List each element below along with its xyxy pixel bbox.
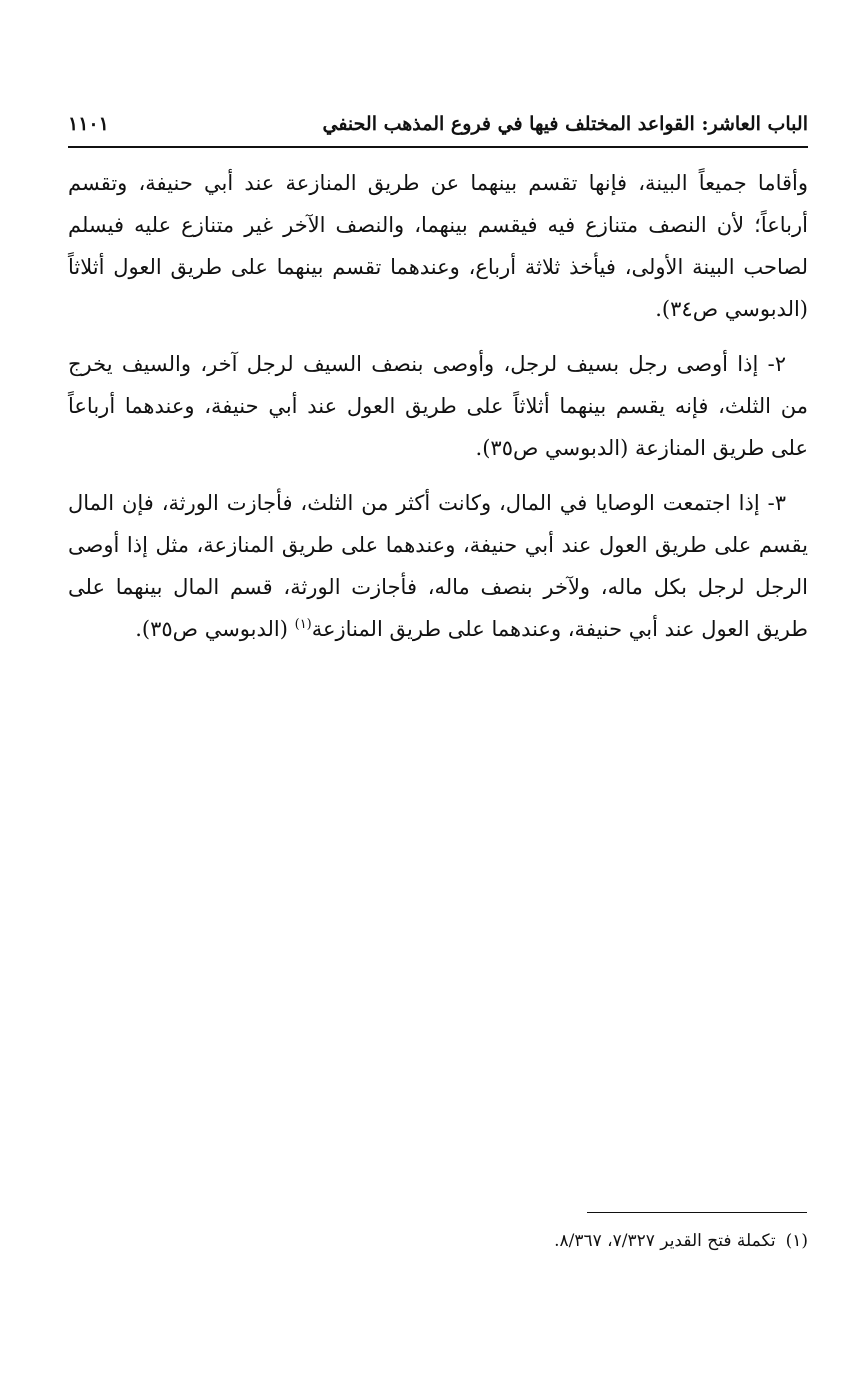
footnote — [68, 1226, 808, 1256]
footnote-text: تكملة فتح القدير ٧/٣٢٧، ٨/٣٦٧. — [554, 1231, 776, 1251]
paragraph-item-2: ٢- إذا أوصى رجل بسيف لرجل، وأوصى بنصف السيف لرجل آخر، والسيف يخرج من الثلث، فإنه يقسم بينهما أثلاثاً على طريق العول عند أبي حنيفة، وعندهما أرباعاً على طريق المنازعة (الدبوسي ص٣٥). — [68, 352, 808, 460]
page-header — [68, 106, 808, 142]
header-divider — [68, 146, 808, 148]
footnote-reference: (١) — [294, 617, 312, 632]
page-number: ١١٠١ — [68, 113, 109, 135]
footnote-mark: (١) — [785, 1231, 808, 1251]
paragraph-3-text: ٣- إذا اجتمعت الوصايا في المال، وكانت أكثر من الثلث، فأجازت الورثة، فإن المال يقسم على طريق العول عند أبي حنيفة، وعندهما على طريق المنازعة، مثل إذا أوصى الرجل لرجل بكل ماله، ولآخر بنصف ماله، فأجازت الورثة، قسم المال بينهما على طريق العول عند أبي حنيفة، وعندهما على طريق المنازعة — [68, 491, 808, 641]
main-text — [68, 162, 808, 663]
chapter-title: الباب العاشر: القواعد المختلف فيها في فروع المذهب الحنفي — [322, 113, 808, 135]
footnote-divider — [587, 1212, 807, 1213]
paragraph-continuation: وأقاما جميعاً البينة، فإنها تقسم بينهما عن طريق المنازعة عند أبي حنيفة، وتقسم أرباعاً؛ لأن النصف متنازع فيه فيقسم بينهما، والنصف الآخر غير متنازع عليه فيسلم لصاحب البينة الأولى، فيأخذ ثلاثة أرباع، وعندهما تقسم بينهما على طريق العول أثلاثاً (الدبوسي ص٣٤). — [68, 171, 808, 321]
paragraph-item-3 — [68, 482, 808, 650]
paragraph-3-citation: (الدبوسي ص٣٥). — [135, 617, 295, 641]
